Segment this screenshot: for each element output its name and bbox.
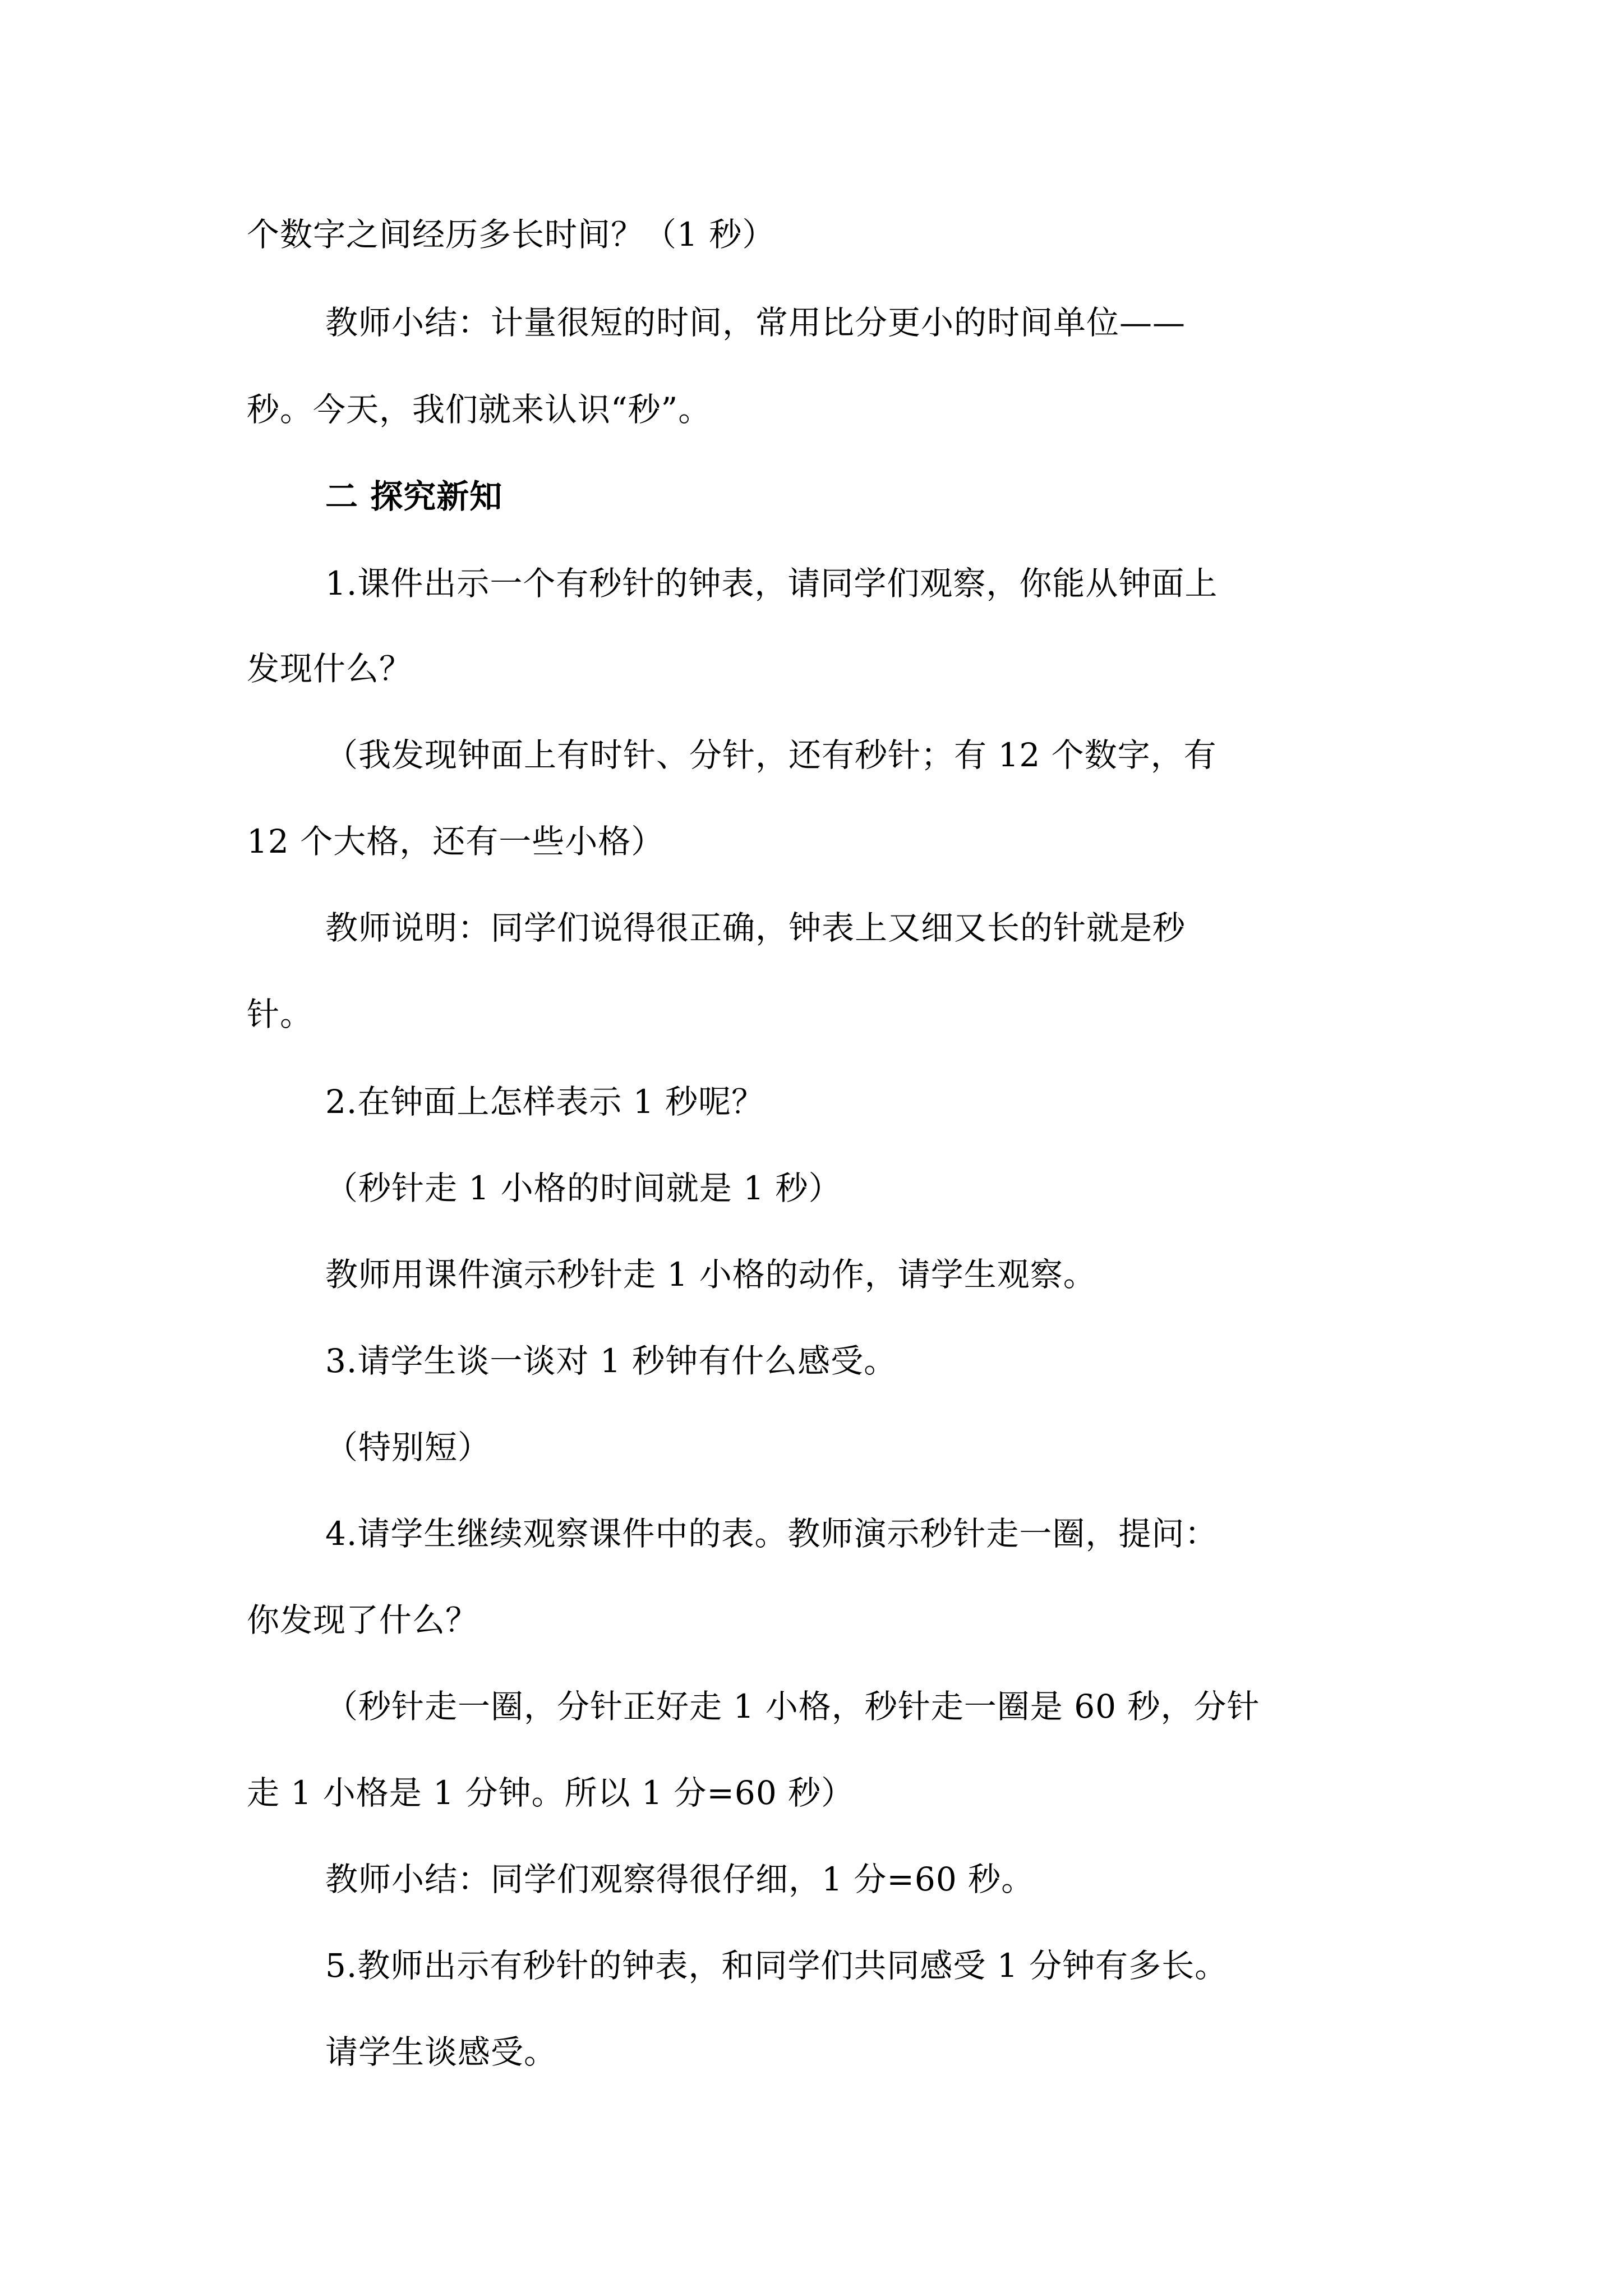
text-line: 3.请学生谈一谈对 1 秒钟有什么感受。 (325, 1342, 897, 1380)
text-line: 2.在钟面上怎样表示 1 秒呢？ (325, 1083, 765, 1121)
text-line: 教师小结：同学们观察得很仔细，1 分=60 秒。 (325, 1860, 1035, 1898)
text-line: 5.教师出示有秒针的钟表，和同学们共同感受 1 分钟有多长。 (325, 1947, 1228, 1985)
text-line: 请学生谈感受。 (325, 2033, 557, 2071)
text-line: 个数字之间经历多长时间？（1 秒） (247, 215, 776, 254)
text-line: 针。 (247, 995, 313, 1033)
text-line: 4.请学生继续观察课件中的表。教师演示秒针走一圈，提问： (325, 1515, 1218, 1553)
text-line: 1.课件出示一个有秒针的钟表，请同学们观察，你能从钟面上 (325, 564, 1218, 602)
text-line: 教师说明：同学们说得很正确，钟表上又细又长的针就是秒 (325, 909, 1186, 947)
text-line: （特别短） (325, 1428, 491, 1466)
text-line: 教师用课件演示秒针走 1 小格的动作，请学生观察。 (325, 1255, 1096, 1294)
text-line: 秒。今天，我们就来认识“秒”。 (247, 390, 712, 429)
section-heading: 二 探究新知 (325, 477, 503, 516)
text-line: 12 个大格，还有一些小格） (247, 822, 665, 861)
text-line: 发现什么？ (247, 650, 413, 688)
text-line: （我发现钟面上有时针、分针，还有秒针；有 12 个数字，有 (325, 736, 1217, 774)
text-line: （秒针走一圈，分针正好走 1 小格，秒针走一圈是 60 秒，分针 (325, 1687, 1260, 1726)
text-line: （秒针走 1 小格的时间就是 1 秒） (325, 1169, 842, 1207)
text-line: 教师小结：计量很短的时间，常用比分更小的时间单位—— (325, 303, 1186, 342)
text-line: 走 1 小格是 1 分钟。所以 1 分=60 秒） (247, 1774, 855, 1812)
text-line: 你发现了什么？ (247, 1601, 479, 1639)
